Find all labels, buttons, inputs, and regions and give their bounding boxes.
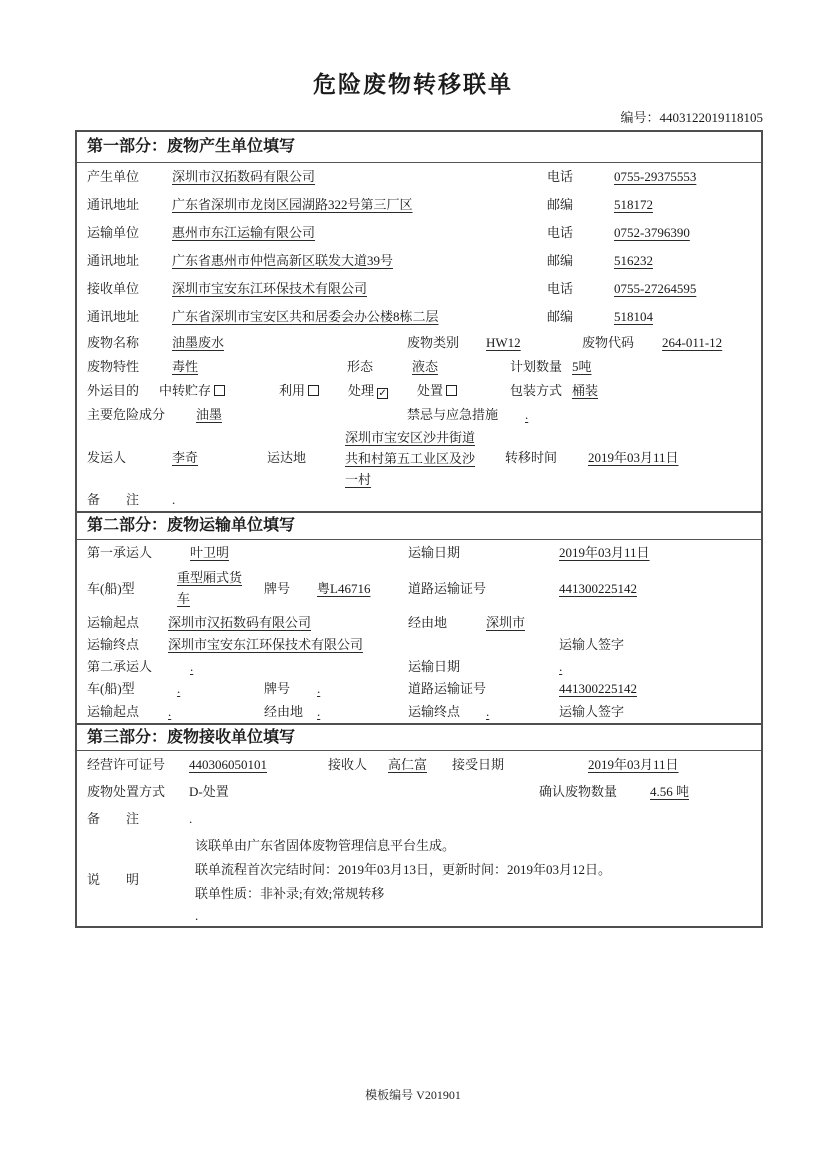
phone-value: 0752-3796390 (614, 225, 690, 240)
table-row (77, 163, 761, 191)
receive-unit-label: 接收单位 (87, 281, 140, 296)
hazard-component-label: 主要危险成分 (87, 407, 166, 422)
origin-value: . (168, 704, 172, 719)
planned-qty-label: 计划数量 (510, 359, 563, 374)
destination-value-line: 共和村第五工业区及沙 (345, 451, 476, 466)
table-row (77, 678, 761, 700)
packaging-label: 包装方式 (510, 383, 563, 398)
address-value: 广东省深圳市龙岗区园湖路322号第三厂区 (172, 197, 413, 212)
precaution-value: . (525, 407, 529, 422)
checkbox-label: 中转贮存 (159, 383, 212, 398)
address-value: 广东省惠州市仲恺高新区联发大道39号 (172, 253, 394, 268)
vehicle-type-value: 重型厢式货车 (177, 570, 243, 606)
terminus-label: 运输终点 (87, 637, 140, 652)
receiver-person-label: 接收人 (328, 757, 368, 772)
transport-date-label: 运输日期 (408, 659, 461, 674)
remark-value: . (172, 492, 176, 507)
disposal-method-value: D-处置 (189, 784, 229, 799)
purpose-option-dispose (417, 379, 457, 403)
waste-category-label: 废物类别 (407, 335, 460, 350)
hazard-component-value: 油墨 (196, 407, 223, 422)
terminus-value: 深圳市宝安东江环保技术有限公司 (168, 637, 364, 652)
doc-number (75, 107, 763, 126)
origin-value: 深圳市汉拓数码有限公司 (168, 615, 312, 630)
table-row (77, 191, 761, 219)
confirmed-qty-value: 4.56 吨 (650, 784, 690, 799)
section2-header: 第二部分：废物运输单位填写 (77, 511, 761, 540)
via-label: 经由地 (408, 615, 448, 630)
destination-label: 运达地 (267, 450, 307, 465)
note-line: . (195, 908, 199, 923)
receive-unit-value: 深圳市宝安东江环保技术有限公司 (172, 281, 368, 296)
address-label: 通讯地址 (87, 309, 140, 324)
waste-code-value: 264-011-12 (662, 335, 723, 350)
plate-number-value: 粤L46716 (317, 581, 371, 596)
table-row (77, 634, 761, 656)
table-row (77, 806, 761, 832)
receiver-person-value: 高仁富 (388, 757, 428, 772)
producer-unit-label: 产生单位 (87, 169, 140, 184)
checkbox-icon (214, 385, 225, 396)
waste-property-value: 毒性 (172, 359, 199, 374)
operating-permit-label: 经营许可证号 (87, 757, 166, 772)
via-value: 深圳市 (486, 615, 526, 630)
disposal-method-label: 废物处置方式 (87, 784, 166, 799)
zip-value: 518104 (614, 309, 653, 324)
table-row (77, 612, 761, 634)
waste-code-label: 废物代码 (582, 335, 635, 350)
section3-header: 第三部分：废物接收单位填写 (77, 723, 761, 751)
terminus-value: . (486, 704, 490, 719)
checkbox-label: 处置 (417, 383, 444, 398)
transport-date-value: . (559, 659, 563, 674)
carrier-signature-label: 运输人签字 (559, 637, 625, 652)
address-label: 通讯地址 (87, 197, 140, 212)
planned-qty-value: 5吨 (572, 359, 592, 374)
table-row (77, 656, 761, 678)
second-carrier-value: . (190, 659, 194, 674)
plate-number-label: 牌号 (264, 681, 291, 696)
vehicle-type-label: 车(船)型 (87, 681, 135, 696)
checkbox-label: 处理 (348, 383, 375, 398)
table-row (77, 489, 761, 511)
first-carrier-label: 第一承运人 (87, 545, 153, 560)
template-number: 模板编号 V201901 (365, 1088, 461, 1102)
vehicle-type-label: 车(船)型 (87, 581, 135, 596)
doc-number-value: 4403122019118105 (659, 110, 763, 125)
waste-property-label: 废物特性 (87, 359, 140, 374)
producer-unit-value: 深圳市汉拓数码有限公司 (172, 169, 316, 184)
waste-name-label: 废物名称 (87, 335, 140, 350)
packaging-value: 桶装 (572, 383, 599, 398)
note-line: 该联单由广东省固体废物管理信息平台生成。 (195, 838, 456, 853)
note-line: 联单性质：非补录;有效;常规转移 (195, 886, 385, 901)
waste-category-value: HW12 (486, 335, 521, 350)
terminus-label: 运输终点 (408, 704, 461, 719)
purpose-option-transfer-storage (159, 379, 225, 403)
accept-date-label: 接受日期 (452, 757, 505, 772)
zip-label: 邮编 (547, 253, 574, 268)
via-value: . (317, 704, 321, 719)
plate-number-value: . (317, 681, 321, 696)
remark-label: 备 注 (87, 811, 140, 826)
origin-label: 运输起点 (87, 615, 140, 630)
vehicle-type-value: . (177, 681, 181, 696)
via-label: 经由地 (264, 704, 304, 719)
table-row (77, 778, 761, 806)
road-license-label: 道路运输证号 (408, 681, 487, 696)
plate-number-label: 牌号 (264, 581, 291, 596)
second-carrier-label: 第二承运人 (87, 659, 153, 674)
form-label: 形态 (347, 359, 374, 374)
page-title: 危险废物转移联单 (313, 71, 513, 97)
address-label: 通讯地址 (87, 253, 140, 268)
transport-unit-label: 运输单位 (87, 225, 140, 240)
precaution-label: 禁忌与应急措施 (407, 407, 499, 422)
table-row (77, 751, 761, 778)
notes-label: 说 明 (87, 872, 140, 887)
accept-date-value: 2019年03月11日 (588, 757, 679, 772)
phone-label: 电话 (547, 281, 574, 296)
doc-number-label: 编号： (620, 110, 660, 125)
checkbox-checked-icon: ✓ (378, 388, 387, 399)
table-row (77, 275, 761, 303)
checkbox-icon (446, 385, 457, 396)
address-value: 广东省深圳市宝安区共和居委会办公楼8栋二层 (172, 309, 439, 324)
confirmed-qty-label: 确认废物数量 (539, 784, 618, 799)
zip-label: 邮编 (547, 197, 574, 212)
table-row (77, 832, 761, 930)
table-row (77, 219, 761, 247)
road-license-label: 道路运输证号 (408, 581, 487, 596)
table-row (77, 427, 761, 489)
phone-value: 0755-27264595 (614, 281, 697, 296)
operating-permit-value: 440306050101 (189, 757, 267, 772)
transport-date-value: 2019年03月11日 (559, 545, 650, 560)
table-row (77, 540, 761, 565)
zip-label: 邮编 (547, 309, 574, 324)
manifest-table (75, 130, 763, 928)
transfer-time-value: 2019年03月11日 (588, 450, 679, 465)
first-carrier-value: 叶卫明 (190, 545, 230, 560)
remark-label: 备 注 (87, 492, 140, 507)
remark-value: . (189, 811, 193, 826)
section1-header: 第一部分：废物产生单位填写 (77, 132, 761, 163)
table-row (77, 379, 761, 403)
purpose-label: 外运目的 (87, 383, 140, 398)
destination-value-line: 深圳市宝安区沙井街道 (345, 430, 476, 445)
checkbox-label: 利用 (279, 383, 306, 398)
note-line: 联单流程首次完结时间：2019年03月13日，更新时间：2019年03月12日。 (195, 862, 612, 877)
transport-unit-value: 惠州市东江运输有限公司 (172, 225, 316, 240)
table-row (77, 247, 761, 275)
destination-value-line: 一村 (345, 472, 372, 487)
transport-date-label: 运输日期 (408, 545, 461, 560)
road-license-value: 441300225142 (559, 581, 637, 596)
road-license-value: 441300225142 (559, 681, 637, 696)
shipper-label: 发运人 (87, 450, 127, 465)
form-value: 液态 (412, 359, 439, 374)
table-row (77, 700, 761, 723)
origin-label: 运输起点 (87, 704, 140, 719)
table-row (77, 565, 761, 612)
table-row (77, 403, 761, 427)
phone-label: 电话 (547, 225, 574, 240)
table-row (77, 355, 761, 379)
carrier-signature-label: 运输人签字 (559, 704, 625, 719)
zip-value: 518172 (614, 197, 653, 212)
purpose-option-treat (348, 379, 388, 403)
table-row (77, 331, 761, 355)
table-row (77, 303, 761, 331)
transfer-time-label: 转移时间 (505, 450, 558, 465)
zip-value: 516232 (614, 253, 653, 268)
shipper-value: 李奇 (172, 450, 199, 465)
checkbox-icon (308, 385, 319, 396)
purpose-option-utilize (279, 379, 319, 403)
waste-name-value: 油墨废水 (172, 335, 225, 350)
phone-label: 电话 (547, 169, 574, 184)
phone-value: 0755-29375553 (614, 169, 697, 184)
